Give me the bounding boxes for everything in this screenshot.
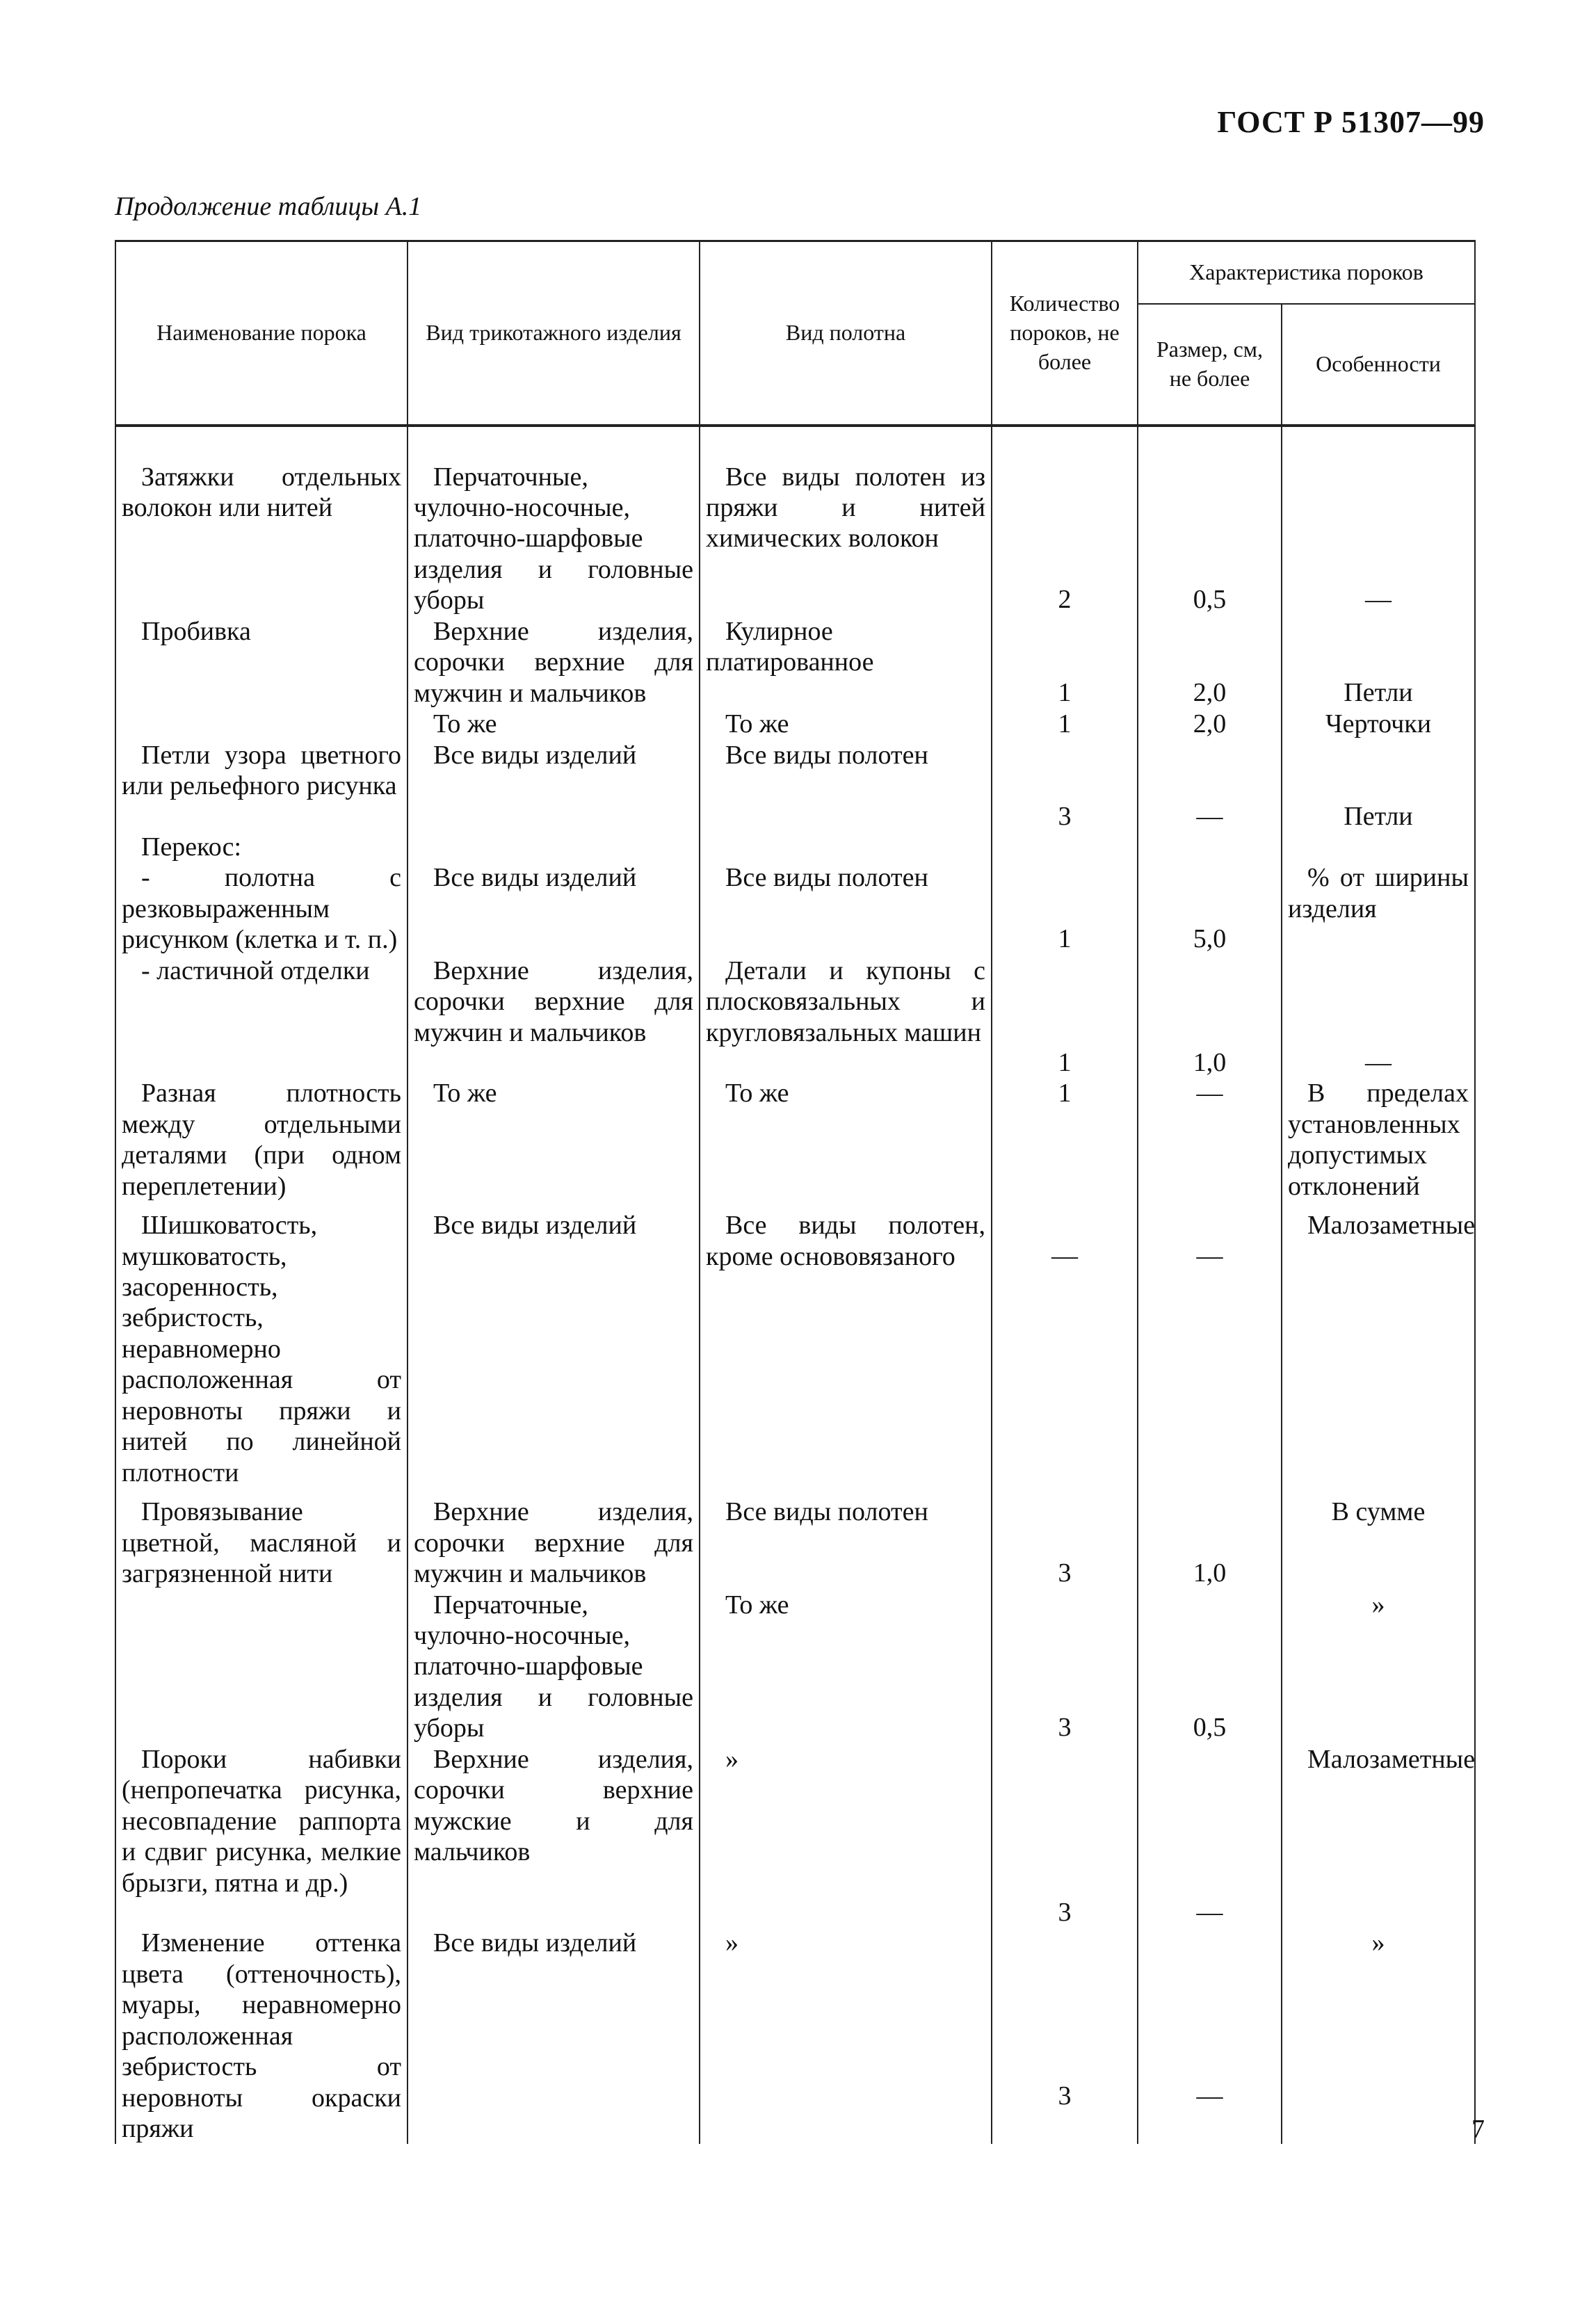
size-value: — <box>1196 1079 1223 1108</box>
defect-name: Шишковатость, мушковатость, засоренность, зебристость, неравномерно расположенная от неровноты пряжи и нитей по линейной плотности <box>122 1211 401 1487</box>
defect-count: 1 <box>1058 924 1072 954</box>
fabric-type: » <box>725 1744 739 1774</box>
product-type: Перчаточные, чулочно-носочные, платочно-шарфовые изделия и головные уборы <box>414 462 693 615</box>
table-row <box>115 1488 1475 1589</box>
header-size: Размер, см, не более <box>1138 304 1282 426</box>
defect-count: 3 <box>1058 1897 1072 1927</box>
table-row <box>115 862 1475 955</box>
fabric-type: Все виды полотен из пряжи и нитей химических волокон <box>706 462 985 554</box>
product-type: Верхние изделия, сорочки верхние мужские и для мальчиков <box>414 1744 693 1867</box>
defect-count: 2 <box>1058 584 1072 614</box>
product-type: То же <box>433 1079 497 1108</box>
defect-name: Затяжки отдельных волокон или нитей <box>122 462 401 522</box>
header-fabric-type: Вид полотна <box>700 241 992 426</box>
table-row <box>115 1744 1475 1928</box>
fabric-type: То же <box>725 1590 789 1620</box>
fabric-type: Все виды полотен, кроме основовязаного <box>706 1211 985 1271</box>
product-type: То же <box>433 709 497 739</box>
header-defect-name: Наименование порока <box>115 241 408 426</box>
table-row <box>115 709 1475 739</box>
product-type: Все виды изделий <box>433 1928 637 1958</box>
defect-count: 1 <box>1058 709 1072 739</box>
table-row <box>115 832 1475 862</box>
header-defect-count: Количество пороков, не более <box>992 241 1138 426</box>
features: Петли <box>1344 677 1413 707</box>
defect-name: Провязывание цветной, масляной и загрязненной нити <box>122 1497 401 1589</box>
fabric-type: То же <box>725 1079 789 1108</box>
product-type: Верхние изделия, сорочки верхние для мужчин и мальчиков <box>414 1497 693 1589</box>
defect-name: - ластичной отделки <box>141 955 370 985</box>
defect-count: 1 <box>1058 677 1072 707</box>
table-row <box>115 1590 1475 1744</box>
table-row <box>115 740 1475 832</box>
features: Малозаметные <box>1307 1744 1476 1774</box>
features: » <box>1371 1590 1385 1620</box>
defect-count: 3 <box>1058 1558 1072 1588</box>
defect-count: 3 <box>1058 1712 1072 1742</box>
size-value: 5,0 <box>1193 924 1227 954</box>
defect-name: Пороки набивки (непропечатка рисунка, несовпадение раппорта и сдвиг рисунка, мелкие брызги, пятна и др.) <box>122 1744 401 1898</box>
product-type: Все виды изделий <box>433 740 637 770</box>
header-characteristics: Характеристика пороков <box>1138 241 1475 304</box>
size-value: — <box>1196 2081 1223 2111</box>
features: — <box>1365 584 1392 614</box>
defect-count: — <box>1051 1241 1078 1271</box>
features: Малозаметные <box>1307 1211 1476 1241</box>
defect-count: 3 <box>1058 801 1072 831</box>
product-type: Все виды изделий <box>433 1211 637 1241</box>
defect-name: Изменение оттенка цвета (оттеночность), муары, неравномерно расположенная зебристость от неровноты окраски пряжи <box>122 1928 401 2143</box>
fabric-type: Детали и купоны с плосковязальных и кругловязальных машин <box>706 955 985 1047</box>
size-value: — <box>1196 801 1223 831</box>
features: — <box>1365 1047 1392 1077</box>
product-type: Перчаточные, чулочно-носочные, платочно-шарфовые изделия и головные уборы <box>414 1590 693 1743</box>
defect-count: 1 <box>1058 1079 1072 1108</box>
features: Черточки <box>1325 709 1432 739</box>
table-row <box>115 616 1475 709</box>
table-row <box>115 426 1475 616</box>
table-row <box>115 1202 1475 1488</box>
defects-table-frame <box>115 240 1476 2143</box>
defect-name: Перекос: <box>141 832 242 862</box>
defect-name: Разная плотность между отдельными деталями (при одном переплетении) <box>122 1079 401 1201</box>
features: » <box>1371 1928 1385 1958</box>
page-number: 7 <box>1471 2115 1485 2144</box>
document-code: ГОСТ Р 51307—99 <box>1217 105 1485 139</box>
size-value: 2,0 <box>1193 677 1227 707</box>
defect-name: - полотна с резковыраженным рисунком (клетка и т. п.) <box>122 863 401 955</box>
fabric-type: Все виды полотен <box>725 1497 928 1527</box>
table-caption: Продолжение таблицы А.1 <box>115 192 422 221</box>
fabric-type: Кулирное платированное <box>706 616 874 677</box>
features: % от ширины изделия <box>1288 863 1469 923</box>
size-value: 0,5 <box>1193 584 1227 614</box>
size-value: 1,0 <box>1193 1047 1227 1077</box>
product-type: Верхние изделия, сорочки верхние для мужчин и мальчиков <box>414 955 693 1047</box>
fabric-type: » <box>725 1928 739 1958</box>
product-type: Все виды изделий <box>433 863 637 893</box>
fabric-type: Все виды полотен <box>725 863 928 893</box>
features: В сумме <box>1331 1497 1426 1527</box>
defect-count: 1 <box>1058 1047 1072 1077</box>
size-value: 1,0 <box>1193 1558 1227 1588</box>
fabric-type: Все виды полотен <box>725 740 928 770</box>
product-type: Верхние изделия, сорочки верхние для мужчин и мальчиков <box>414 616 693 708</box>
features: В пределах установленных допустимых отклонений <box>1288 1079 1469 1201</box>
size-value: — <box>1196 1897 1223 1927</box>
defect-count: 3 <box>1058 2081 1072 2111</box>
table-row <box>115 955 1475 1078</box>
header-product-type: Вид трикотажного изделия <box>408 241 700 426</box>
defects-table <box>115 240 1476 2144</box>
table-row <box>115 1928 1475 2144</box>
header-features: Особенности <box>1282 304 1475 426</box>
defect-name: Пробивка <box>141 616 251 646</box>
fabric-type: То же <box>725 709 789 739</box>
size-value: — <box>1196 1241 1223 1271</box>
features: Петли <box>1344 801 1413 831</box>
size-value: 0,5 <box>1193 1712 1227 1742</box>
table-row <box>115 1078 1475 1202</box>
size-value: 2,0 <box>1193 709 1227 739</box>
defect-name: Петли узора цветного или рельефного рисунка <box>122 740 401 801</box>
